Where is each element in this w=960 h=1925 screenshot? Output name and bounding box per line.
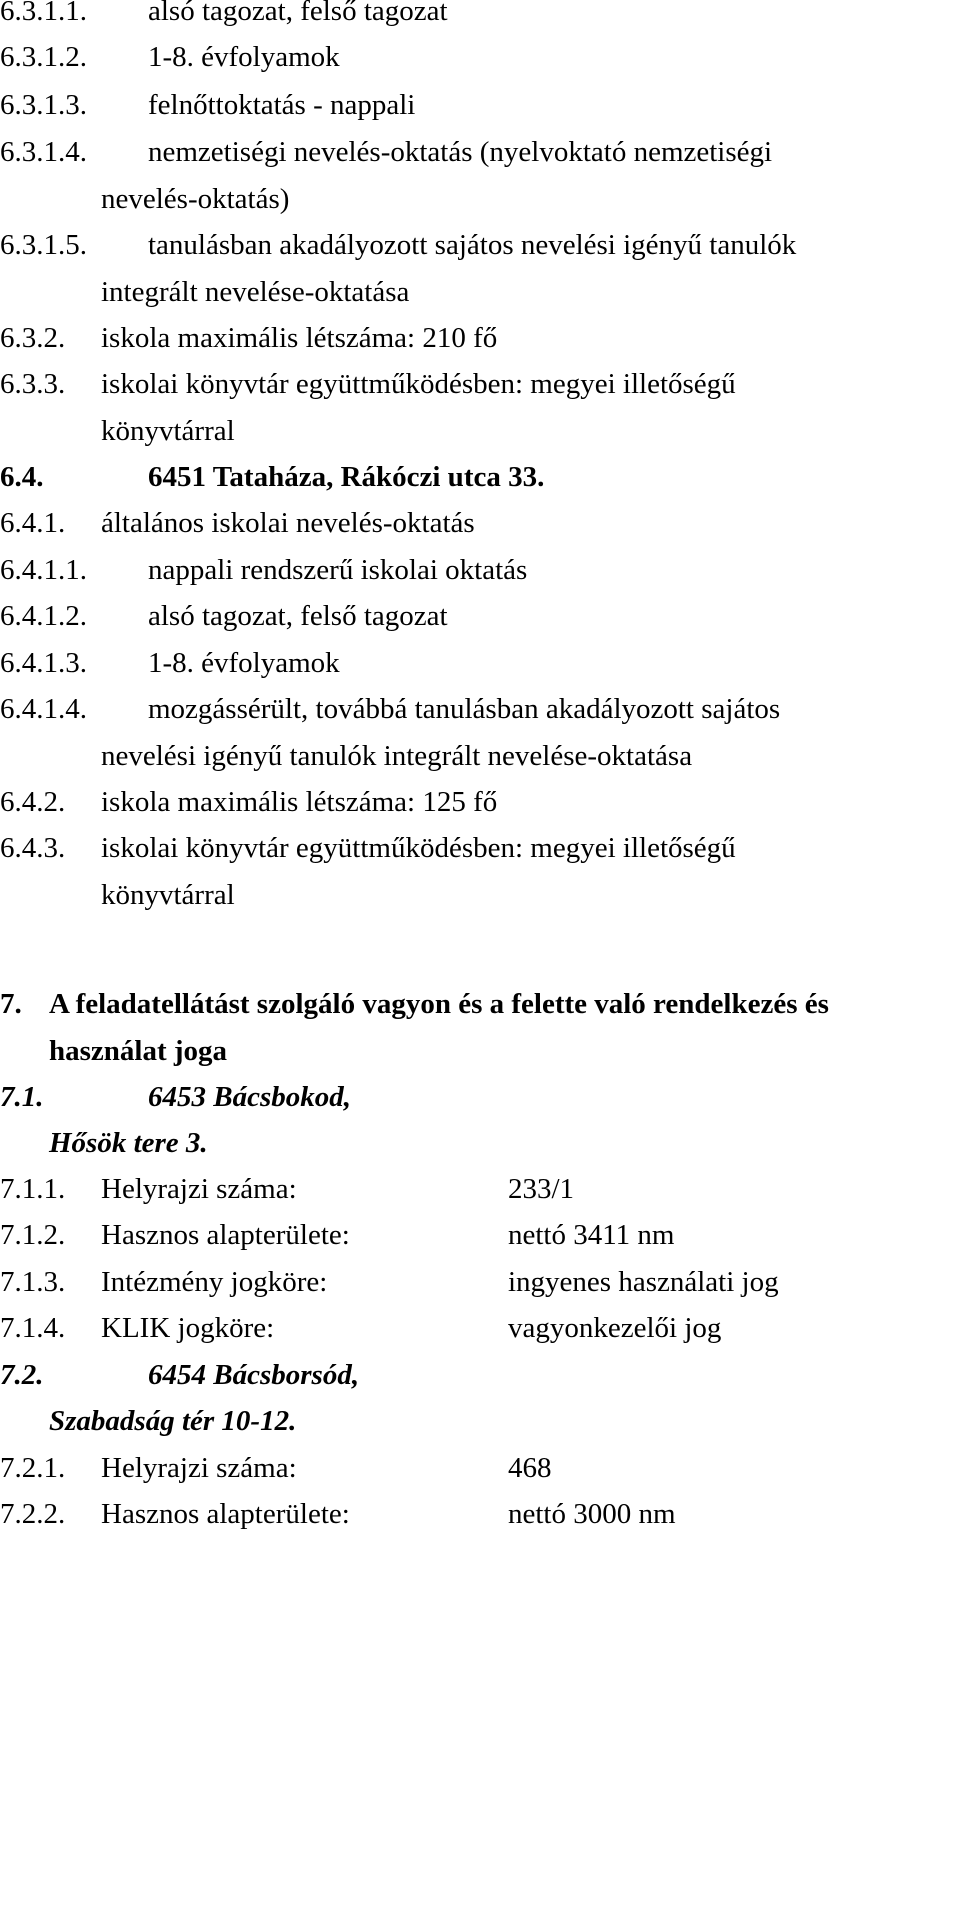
- item-number: 6.3.1.5.: [0, 229, 87, 261]
- item-text: tanulásban akadályozott sajátos nevelési igényű tanulók: [148, 229, 797, 261]
- row-label: Helyrajzi száma:: [101, 1173, 297, 1205]
- item-text: iskola maximális létszáma: 210 fő: [101, 322, 498, 354]
- item-text: általános iskolai nevelés-oktatás: [101, 507, 475, 539]
- item-text: 1-8. évfolyamok: [148, 41, 340, 73]
- row-number: 7.1.2.: [0, 1219, 66, 1251]
- section-number: 6.4.: [0, 461, 44, 493]
- item-number: 6.4.2.: [0, 786, 66, 818]
- item-text: nemzetiségi nevelés-oktatás (nyelvoktató nemzetiségi: [148, 136, 773, 168]
- item-text-continuation: könyvtárral: [101, 879, 235, 911]
- property-address-line1: 6454 Bácsborsód,: [148, 1359, 360, 1391]
- item-text: mozgássérült, továbbá tanulásban akadályozott sajátos: [148, 693, 781, 725]
- item-text: alsó tagozat, felső tagozat: [148, 0, 448, 27]
- property-number: 7.1.: [0, 1081, 44, 1113]
- row-number: 7.1.4.: [0, 1312, 66, 1344]
- row-value: nettó 3411 nm: [508, 1219, 675, 1251]
- row-number: 7.1.3.: [0, 1266, 66, 1298]
- property-address-line2: Hősök tere 3.: [49, 1127, 208, 1159]
- item-text: alsó tagozat, felső tagozat: [148, 600, 448, 632]
- row-value: 468: [508, 1452, 552, 1484]
- row-label: Hasznos alapterülete:: [101, 1498, 350, 1530]
- row-number: 7.2.2.: [0, 1498, 66, 1530]
- item-number: 6.3.1.1.: [0, 0, 87, 27]
- property-number: 7.2.: [0, 1359, 44, 1391]
- section-title: A feladatellátást szolgáló vagyon és a felette való rendelkezés és: [49, 988, 829, 1020]
- item-number: 6.3.2.: [0, 322, 66, 354]
- item-number: 6.3.1.4.: [0, 136, 87, 168]
- property-address-line2: Szabadság tér 10-12.: [49, 1405, 297, 1437]
- item-text: 1-8. évfolyamok: [148, 647, 340, 679]
- item-number: 6.4.1.3.: [0, 647, 87, 679]
- item-number: 6.4.1.2.: [0, 600, 87, 632]
- item-text: iskola maximális létszáma: 125 fő: [101, 786, 498, 818]
- row-label: KLIK jogköre:: [101, 1312, 275, 1344]
- row-label: Helyrajzi száma:: [101, 1452, 297, 1484]
- row-label: Hasznos alapterülete:: [101, 1219, 350, 1251]
- item-number: 6.4.1.: [0, 507, 66, 539]
- row-label: Intézmény jogköre:: [101, 1266, 328, 1298]
- property-address-line1: 6453 Bácsbokod,: [148, 1081, 351, 1113]
- item-number: 6.3.3.: [0, 368, 66, 400]
- item-text: iskolai könyvtár együttműködésben: megyei illetőségű: [101, 368, 736, 400]
- item-number: 6.4.3.: [0, 832, 66, 864]
- section-number: 7.: [0, 988, 22, 1020]
- row-value: ingyenes használati jog: [508, 1266, 779, 1298]
- row-number: 7.1.1.: [0, 1173, 66, 1205]
- item-text-continuation: integrált nevelése-oktatása: [101, 276, 410, 308]
- item-number: 6.3.1.3.: [0, 89, 87, 121]
- item-text: felnőttoktatás - nappali: [148, 89, 416, 121]
- section-title: 6451 Tataháza, Rákóczi utca 33.: [148, 461, 545, 493]
- row-value: nettó 3000 nm: [508, 1498, 676, 1530]
- row-number: 7.2.1.: [0, 1452, 66, 1484]
- item-text: iskolai könyvtár együttműködésben: megyei illetőségű: [101, 832, 736, 864]
- item-number: 6.3.1.2.: [0, 41, 87, 73]
- section-title-continuation: használat joga: [49, 1035, 228, 1067]
- item-text-continuation: könyvtárral: [101, 415, 235, 447]
- item-text-continuation: nevelés-oktatás): [101, 183, 290, 215]
- item-number: 6.4.1.1.: [0, 554, 87, 586]
- item-number: 6.4.1.4.: [0, 693, 87, 725]
- row-value: 233/1: [508, 1173, 575, 1205]
- item-text: nappali rendszerű iskolai oktatás: [148, 554, 528, 586]
- row-value: vagyonkezelői jog: [508, 1312, 722, 1344]
- item-text-continuation: nevelési igényű tanulók integrált nevelése-oktatása: [101, 740, 693, 772]
